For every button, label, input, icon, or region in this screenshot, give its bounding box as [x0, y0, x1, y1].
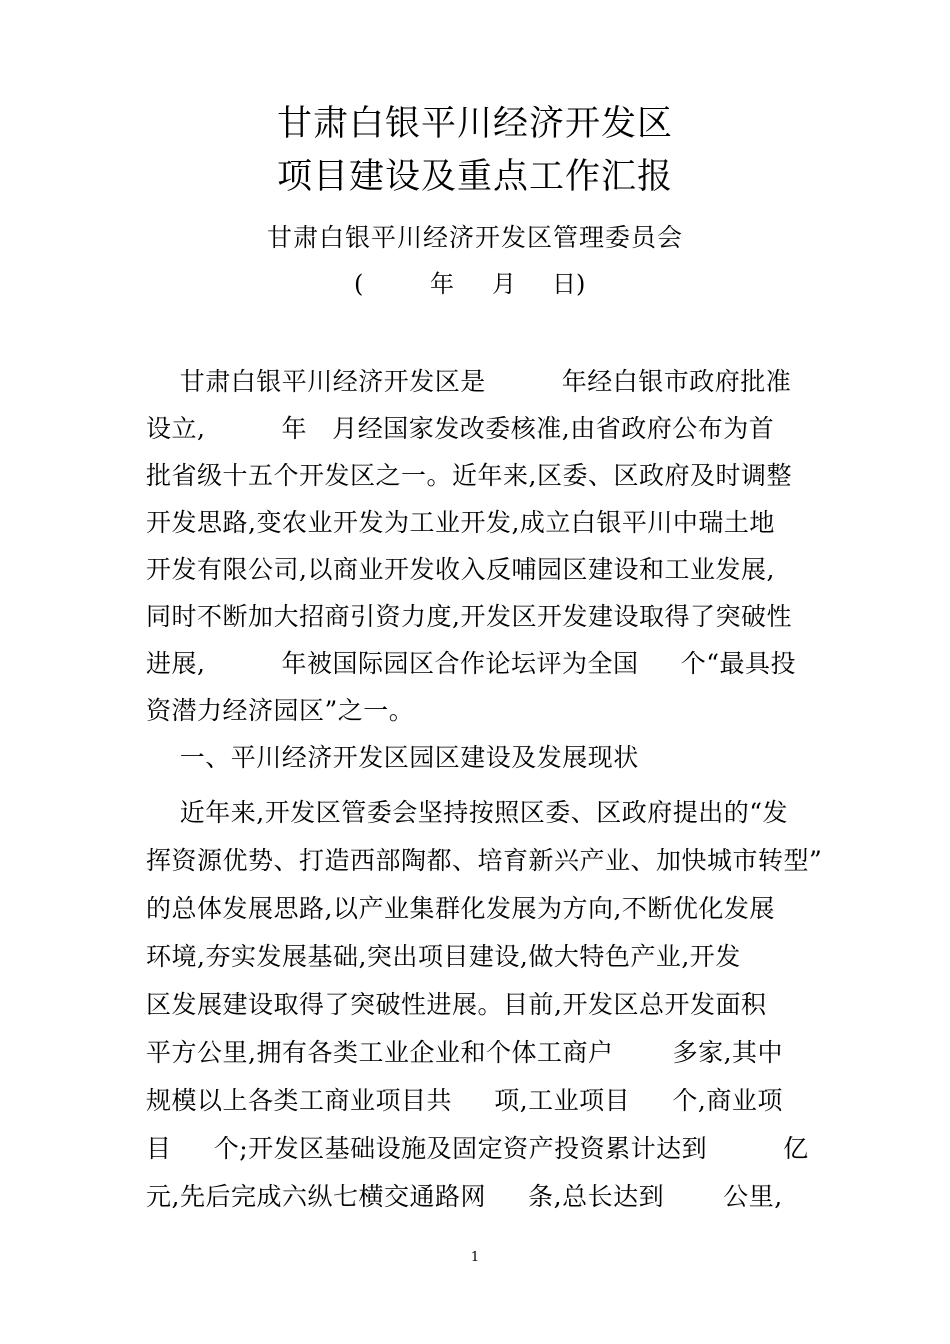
organization-name: 甘肃白银平川经济开发区管理委员会: [266, 223, 683, 252]
paragraph1-line: 批省级十五个开发区之一。近年来,区委、区政府及时调整: [146, 461, 792, 490]
paragraph1-line: 同时不断加大招商引资力度,开发区开发建设取得了突破性: [146, 602, 792, 631]
paragraph2-line: 平方公里,拥有各类工业企业和个体工商户 多家,其中: [146, 1038, 784, 1067]
paragraph2-line: 挥资源优势、打造西部陶都、培育新兴产业、加快城市转型”: [146, 846, 823, 875]
paragraph2-line: 目 个;开发区基础设施及固定资产投资累计达到 亿: [146, 1134, 809, 1163]
paragraph2-line: 的总体发展思路,以产业集群化发展为方向,不断优化发展: [146, 894, 775, 923]
paragraph2-line: 区发展建设取得了突破性进展。目前,开发区总开发面积: [146, 990, 767, 1019]
date-day: 日): [552, 270, 586, 298]
paragraph2-line: 元,先后完成六纵七横交通路网 条,总长达到 公里,: [146, 1182, 783, 1211]
paragraph2-line: 规模以上各类工商业项目共 项,工业项目 个,商业项: [146, 1086, 783, 1115]
paragraph1-line: 甘肃白银平川经济开发区是 年经白银市政府批准: [146, 367, 792, 396]
section-heading: 一、平川经济开发区园区建设及发展现状: [146, 743, 639, 772]
paragraph2-line: 近年来,开发区管委会坚持按照区委、区政府提出的“发: [146, 798, 789, 827]
document-title-line2: 项目建设及重点工作汇报: [276, 157, 673, 197]
date-year: 年: [430, 270, 454, 298]
paragraph1-line: 开发有限公司,以商业开发收入反哺园区建设和工业发展,: [146, 555, 775, 584]
paragraph1-line: 进展, 年被国际园区合作论坛评为全国 个“最具投: [146, 649, 796, 678]
document-title-line1: 甘肃白银平川经济开发区: [276, 104, 673, 144]
paragraph1-line: 开发思路,变农业开发为工业开发,成立白银平川中瑞土地: [146, 508, 775, 537]
page-number: 1: [470, 1250, 480, 1265]
paragraph1-line: 资潜力经济园区”之一。: [146, 696, 415, 725]
date-open-paren: (: [354, 270, 364, 298]
report-date: [340, 268, 610, 300]
paragraph1-line: 设立, 年 月经国家发改委核准,由省政府公布为首: [146, 414, 775, 443]
date-month: 月: [492, 270, 516, 298]
paragraph2-line: 环境,夯实发展基础,突出项目建设,做大特色产业,开发: [146, 942, 741, 971]
